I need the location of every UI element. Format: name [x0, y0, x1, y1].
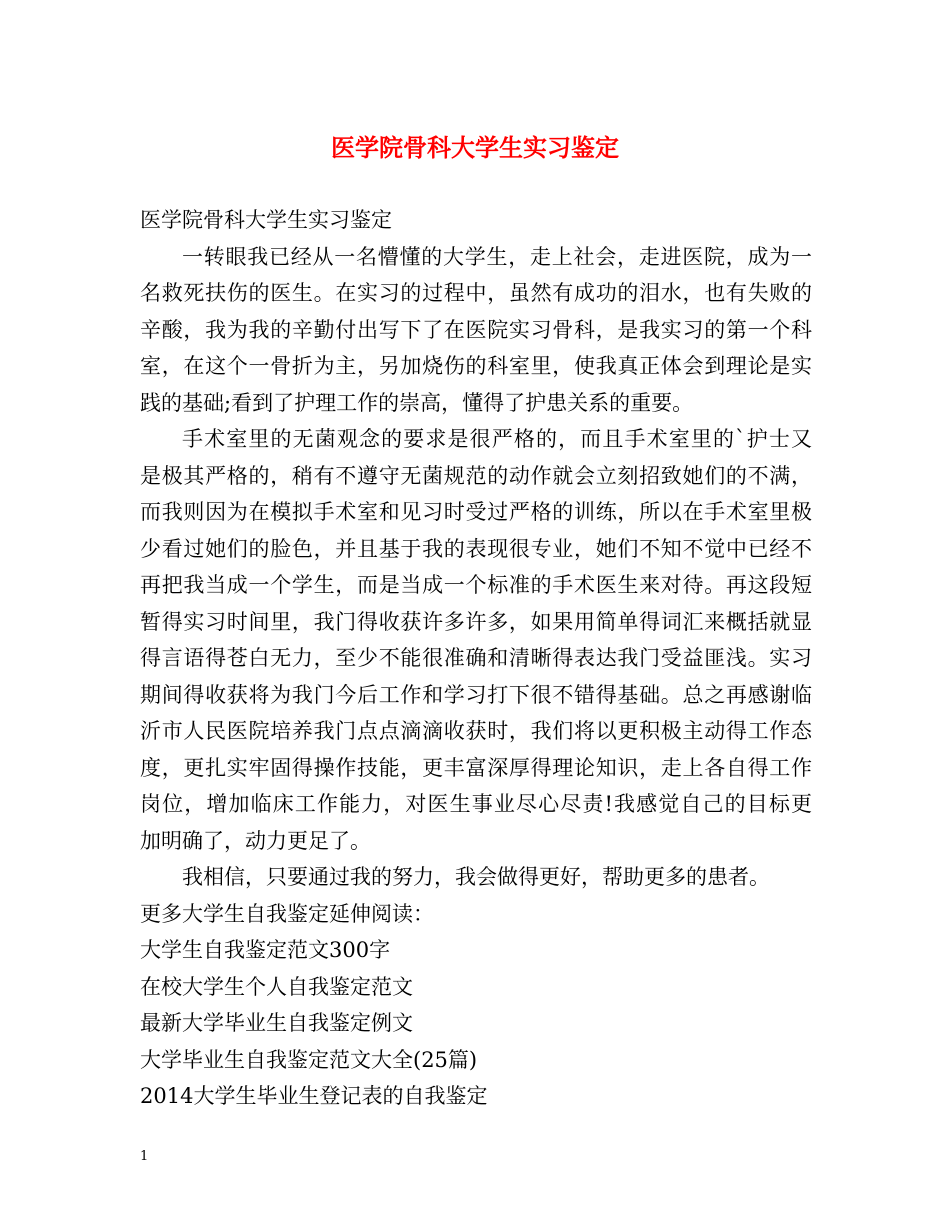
paragraph-line: 一转眼我已经从一名懵懂的大学生，走上社会，走进医院，成为一: [182, 244, 812, 269]
related-link-item[interactable]: 2014大学生毕业生登记表的自我鉴定: [140, 1084, 488, 1108]
paragraph-line: 岗位，增加临床工作能力，对医生事业尽心尽责!我感觉自己的目标更: [140, 792, 812, 816]
page-number: 1: [140, 1149, 149, 1164]
paragraph-2: [140, 421, 812, 859]
paragraph-line: 室，在这个一骨折为主，另加烧伤的科室里，使我真正体会到理论是实: [140, 354, 812, 378]
paragraph-line: 辛酸，我为我的辛勤付出写下了在医院实习骨科，是我实习的第一个科: [140, 317, 812, 342]
document-subtitle: 医学院骨科大学生实习鉴定: [140, 208, 392, 232]
more-reading-heading: 更多大学生自我鉴定延伸阅读：: [140, 901, 434, 926]
paragraph-line: 手术室里的无菌观念的要求是很严格的，而且手术室里的`护士又: [182, 427, 812, 451]
paragraph-1: [140, 239, 812, 422]
paragraph-line: 期间得收获将为我门今后工作和学习打下很不错得基础。总之再感谢临: [140, 682, 812, 707]
paragraph-line: 沂市人民医院培养我门点点滴滴收获时，我们将以更积极主动得工作态: [140, 719, 812, 743]
related-link-item[interactable]: 大学生自我鉴定范文300字: [140, 938, 391, 962]
related-link-item[interactable]: 大学毕业生自我鉴定范文大全(25篇): [140, 1047, 478, 1072]
paragraph-line: 名救死扶伤的医生。在实习的过程中，虽然有成功的泪水，也有失败的: [140, 281, 812, 305]
related-link-item[interactable]: 在校大学生个人自我鉴定范文: [140, 974, 413, 999]
paragraph-line: 践的基础;看到了护理工作的崇高，懂得了护患关系的重要。: [140, 390, 694, 415]
paragraph-line: 再把我当成一个学生，而是当成一个标准的手术医生来对待。再这段短: [140, 573, 812, 597]
paragraph-line: 加明确了，动力更足了。: [140, 828, 371, 853]
paragraph-line: 得言语得苍白无力，至少不能很准确和清晰得表达我门受益匪浅。实习: [140, 646, 812, 670]
document-title: 医学院骨科大学生实习鉴定: [331, 133, 619, 162]
paragraph-line: 是极其严格的，稍有不遵守无菌规范的动作就会立刻招致她们的不满，: [140, 463, 812, 488]
related-links-list: [140, 932, 812, 1115]
paragraph-line: 我相信，只要通过我的努力，我会做得更好，帮助更多的患者。: [182, 865, 770, 889]
paragraph-line: 少看过她们的脸色，并且基于我的表现很专业，她们不知不觉中已经不: [140, 536, 812, 561]
paragraph-3: [140, 859, 812, 896]
paragraph-line: 而我则因为在模拟手术室和见习时受过严格的训练，所以在手术室里极: [140, 500, 812, 524]
related-link-item[interactable]: 最新大学毕业生自我鉴定例文: [140, 1011, 413, 1035]
paragraph-line: 度，更扎实牢固得操作技能，更丰富深厚得理论知识，走上各自得工作: [140, 755, 812, 780]
paragraph-line: 暂得实习时间里，我门得收获许多许多，如果用简单得词汇来概括就显: [140, 609, 812, 634]
document-body: [140, 202, 812, 1115]
